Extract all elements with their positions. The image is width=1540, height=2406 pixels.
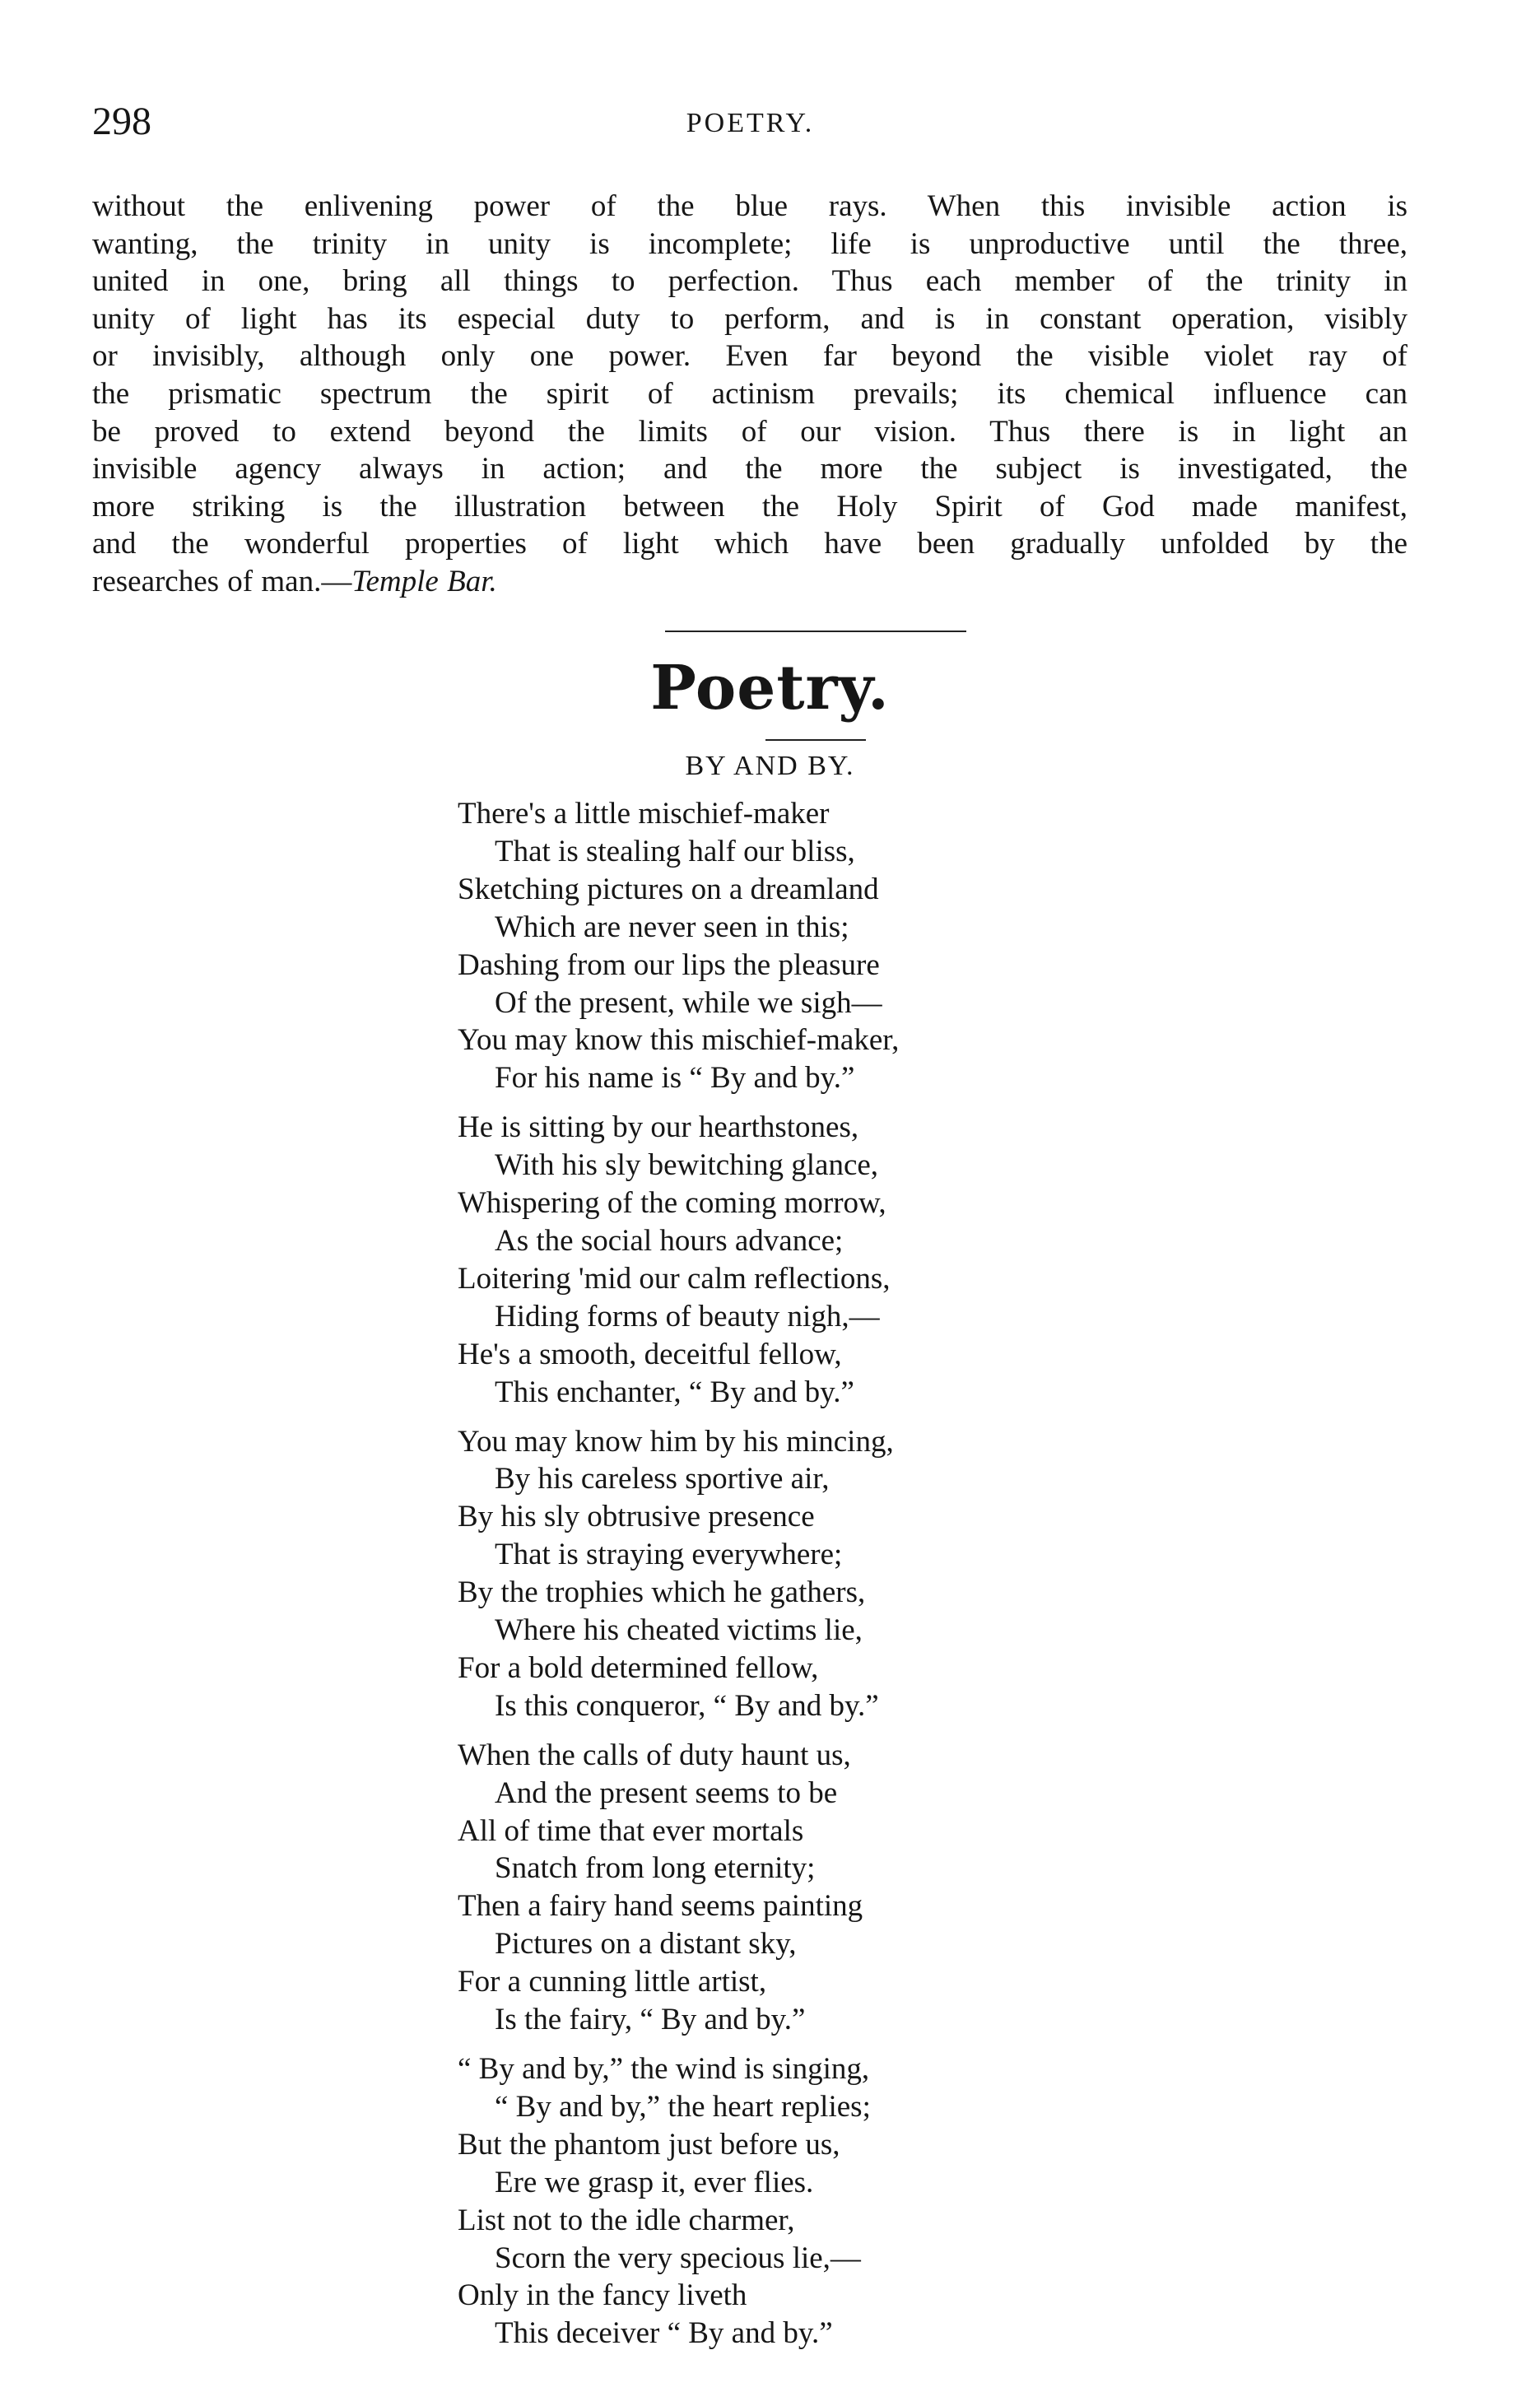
prose-line: or invisibly, although only one power. Even far beyond the visible violet ray of <box>92 339 1407 374</box>
running-head: POETRY. <box>686 108 815 138</box>
source-citation: Temple Bar. <box>351 564 497 598</box>
verse-line: Whispering of the coming morrow, <box>458 1186 886 1221</box>
verse-line: For his name is “ By and by.” <box>495 1061 855 1096</box>
verse-line: By his careless sportive air, <box>495 1462 830 1496</box>
page-header <box>92 97 1408 147</box>
verse-line: This deceiver “ By and by.” <box>495 2316 833 2351</box>
verse-line: He's a smooth, deceitful fellow, <box>458 1337 842 1371</box>
prose-line: be proved to extend beyond the limits of our vision. Thus there is in light an <box>92 414 1407 449</box>
verse-line: That is stealing half our bliss, <box>495 834 855 868</box>
verse-line: As the social hours advance; <box>495 1223 844 1258</box>
verse-line: When the calls of duty haunt us, <box>458 1738 851 1772</box>
poem-body <box>458 795 1100 2364</box>
verse-line: And the present seems to be <box>495 1775 838 1810</box>
page-number: 298 <box>92 100 151 143</box>
prose-line: unity of light has its especial duty to perform, and is in constant operation, visibly <box>92 301 1407 336</box>
verse-line: Which are never seen in this; <box>495 910 849 944</box>
verse-line: Then a fairy hand seems painting <box>458 1889 863 1924</box>
verse-line: You may know him by his mincing, <box>458 1424 894 1459</box>
prose-paragraph <box>92 188 1407 601</box>
section-title: Poetry. <box>650 653 890 724</box>
verse-line: This enchanter, “ By and by.” <box>495 1375 854 1409</box>
verse-line: For a bold determined fellow, <box>458 1650 819 1685</box>
verse-line: Is this conqueror, “ By and by.” <box>495 1688 879 1723</box>
verse-line: All of time that ever mortals <box>458 1813 804 1848</box>
prose-line: the prismatic spectrum the spirit of actinism prevails; its chemical influence can <box>92 376 1407 411</box>
verse-line: Dashing from our lips the pleasure <box>458 947 880 982</box>
stanza <box>458 1109 1100 1411</box>
prose-final-text: researches of man.— <box>92 564 352 598</box>
prose-line: without the enlivening power of the blue rays. When this invisible action is <box>92 189 1407 223</box>
verse-line: List not to the idle charmer, <box>458 2203 795 2237</box>
verse-line: But the phantom just before us, <box>458 2127 840 2162</box>
verse-line: Is the fairy, “ By and by.” <box>495 2003 806 2037</box>
verse-line: Snatch from long eternity; <box>495 1851 816 1886</box>
verse-line: You may know this mischief-maker, <box>458 1023 900 1058</box>
verse-line: Sketching pictures on a dreamland <box>458 872 879 906</box>
verse-line: He is sitting by our hearthstones, <box>458 1110 859 1145</box>
prose-line: wanting, the trinity in unity is incomplete; life is unproductive until the three, <box>92 226 1407 261</box>
verse-line: “ By and by,” the heart replies; <box>495 2089 871 2124</box>
stanza <box>458 2050 1100 2352</box>
verse-line: Loitering 'mid our calm reflections, <box>458 1261 891 1296</box>
prose-line: united in one, bring all things to perfection. Thus each member of the trinity in <box>92 264 1407 299</box>
verse-line: Where his cheated victims lie, <box>495 1613 863 1648</box>
verse-line: By his sly obtrusive presence <box>458 1500 815 1534</box>
prose-line: invisible agency always in action; and the more the subject is investigated, the <box>92 452 1407 486</box>
verse-line: “ By and by,” the wind is singing, <box>458 2052 870 2086</box>
verse-line: There's a little mischief-maker <box>458 797 830 831</box>
verse-line: Of the present, while we sigh— <box>495 985 882 1020</box>
verse-line: Only in the fancy liveth <box>458 2278 747 2313</box>
prose-line: more striking is the illustration between the Holy Spirit of God made manifest, <box>92 489 1407 524</box>
verse-line: That is straying everywhere; <box>495 1538 843 1572</box>
verse-line: Ere we grasp it, ever flies. <box>495 2165 814 2199</box>
stanza <box>458 1737 1100 2039</box>
poem-title: BY AND BY. <box>685 751 855 781</box>
verse-line: Scorn the very specious lie,— <box>495 2241 861 2275</box>
verse-line: Pictures on a distant sky, <box>495 1927 797 1962</box>
title-underline <box>765 739 866 741</box>
prose-final-line <box>92 563 1407 601</box>
prose-line: and the wonderful properties of light which have been gradually unfolded by the <box>92 527 1407 561</box>
stanza <box>458 795 1100 1097</box>
section-divider <box>665 631 966 632</box>
verse-line: For a cunning little artist, <box>458 1965 767 1999</box>
verse-line: By the trophies which he gathers, <box>458 1575 866 1610</box>
verse-line: Hiding forms of beauty nigh,— <box>495 1299 880 1333</box>
verse-line: With his sly bewitching glance, <box>495 1148 879 1183</box>
stanza <box>458 1423 1100 1725</box>
